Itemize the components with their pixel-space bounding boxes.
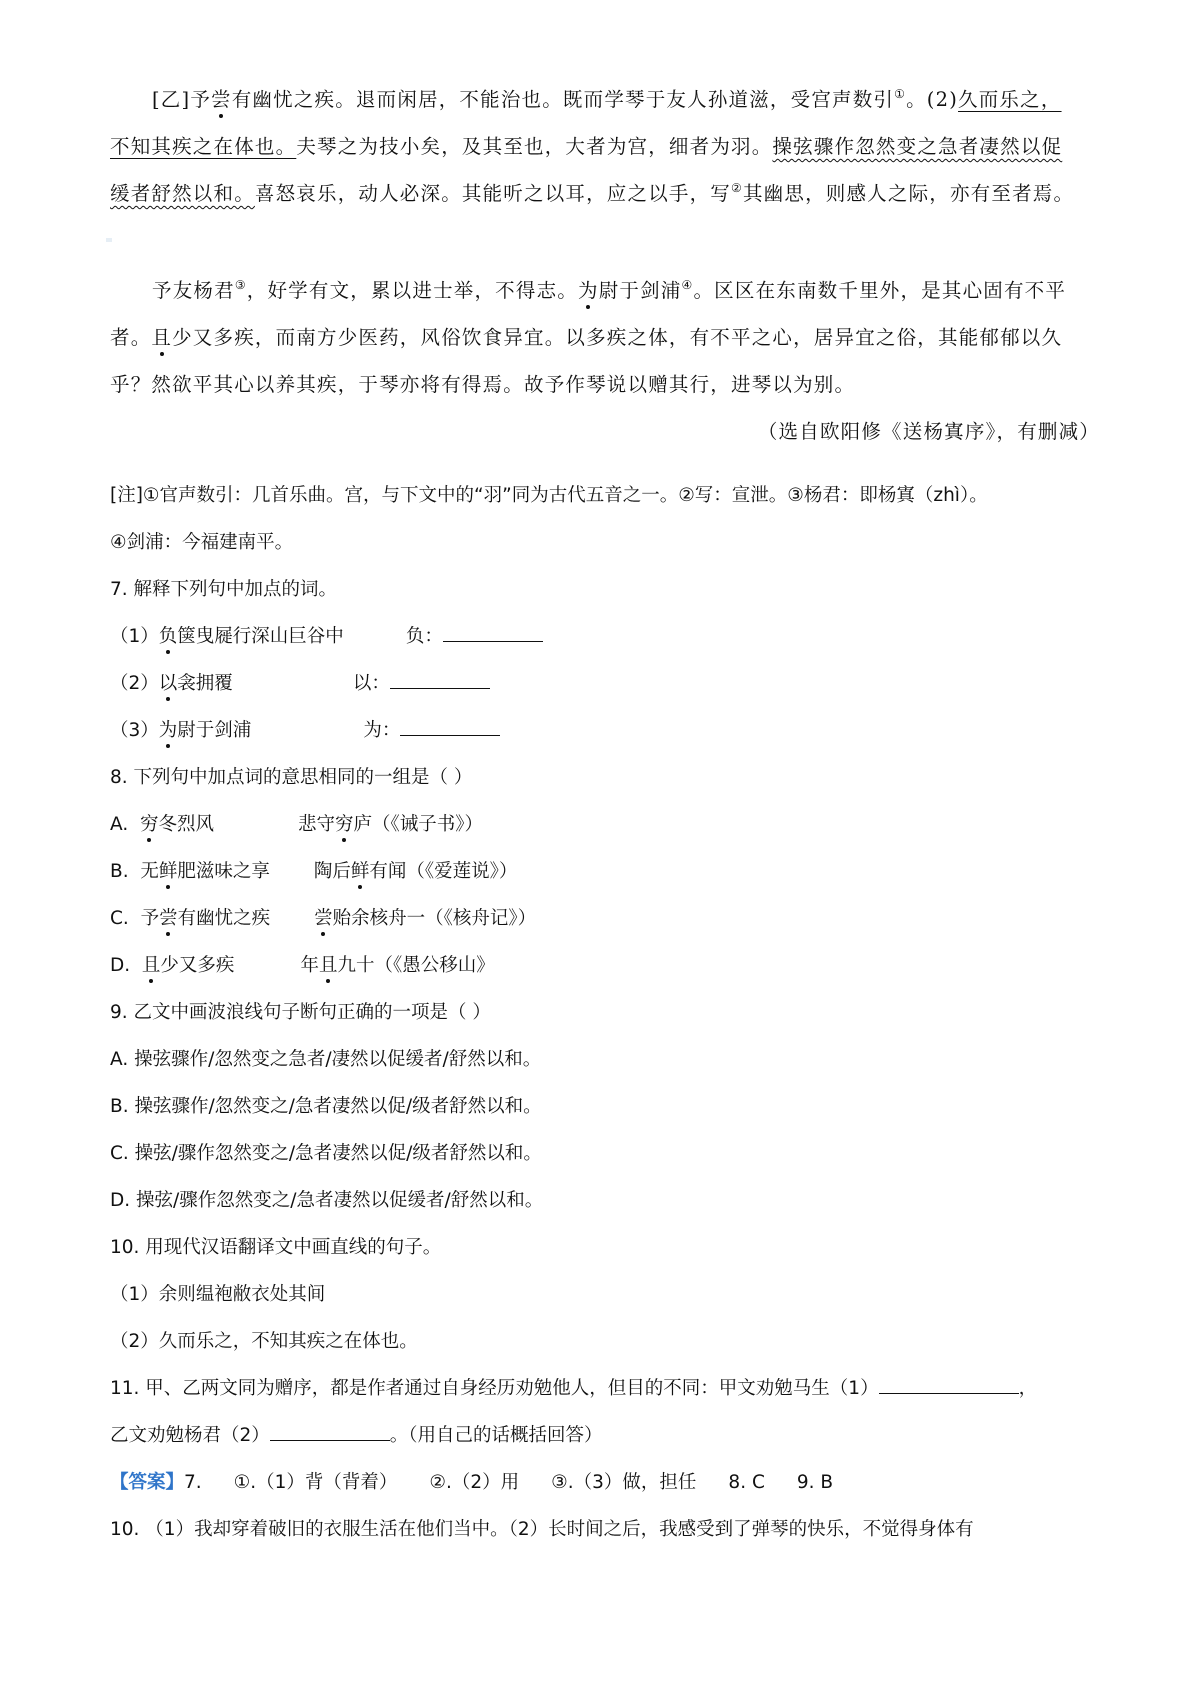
q8-option-a: A. 穷冬烈风 悲守穷庐（《诫子书》） <box>110 814 484 835</box>
wavy-underline-sentence: 缓者舒然以和。 <box>110 182 255 205</box>
passage-yi <box>110 76 1100 217</box>
dotted-word: 尝 <box>314 908 333 929</box>
answer-tag: 【答案】 <box>110 1472 185 1493</box>
q7-item-1: （1）负箧曳屣行深山巨谷中 负： <box>110 613 1100 660</box>
answer-blank[interactable] <box>400 715 500 736</box>
q9-option-d: D. 操弦/骤作忽然变之/急者凄然以促缓者/舒然以和。 <box>110 1190 544 1211</box>
dotted-word: 为 <box>158 720 178 741</box>
q8-stem: 8. 下列句中加点词的意思相同的一组是（ ） <box>110 767 473 788</box>
footnote-mark: ② <box>731 181 743 195</box>
questions-section <box>110 472 1100 1553</box>
q10-item-2: （2）久而乐之，不知其疾之在体也。 <box>110 1331 418 1352</box>
dotted-word: 鲜 <box>158 861 178 882</box>
q10-item-1: （1）余则缊袍敝衣处其间 <box>110 1284 326 1305</box>
dotted-word: 且 <box>141 955 161 976</box>
answer-blank[interactable] <box>270 1420 390 1441</box>
dotted-word: 鲜 <box>350 861 370 882</box>
passage-line-4: 予友杨君③，好学有文，累以进士举，不得志。为尉于剑浦④。区区在东南数千里外，是其心固有不平 <box>152 278 1067 302</box>
q9-option-c: C. 操弦/骤作忽然变之/急者凄然以促/级者舒然以和。 <box>110 1143 542 1164</box>
dotted-word: 负 <box>158 626 178 647</box>
q7-item-2: （2）以衾拥覆 以： <box>110 660 1100 707</box>
q8-option-d: D. 且少又多疾 年且九十（《愚公移山》 <box>110 955 495 976</box>
passage-line-2: 不知其疾之在体也。夫琴之为技小矣，及其至也，大者为宫，细者为羽。操弦骤作忽然变之急者凄然以促 <box>110 135 1063 158</box>
dotted-word: 为 <box>577 279 599 302</box>
dotted-word: 穷 <box>335 814 354 835</box>
dotted-word: 穷 <box>139 814 159 835</box>
notes-line-1: [注]①官声数引：几首乐曲。宫，与下文中的“羽”同为古代五音之一。②写：宣泄。③杨君：即杨寘（zhì）。 <box>110 485 988 506</box>
straight-underline-sentence: 久而乐之， <box>958 88 1062 111</box>
answer-line-1: 【答案】7. ①.（1）背（背着） ②.（2）用 ③.（3）做，担任 8. C 9. B <box>110 1472 834 1493</box>
passage-line-3: 缓者舒然以和。喜怒哀乐，动人必深。其能听之以耳，应之以手，写②其幽思，则感人之际，亦有至者焉。 <box>110 181 1075 205</box>
footnote-mark: ④ <box>681 278 694 292</box>
q9-stem: 9. 乙文中画波浪线句子断句正确的一项是（ ） <box>110 1002 491 1023</box>
q9-option-b: B. 操弦骤作/忽然变之/急者凄然以促/级者舒然以和。 <box>110 1096 542 1117</box>
answer-line-2: 10. （1）我却穿着破旧的衣服生活在他们当中。（2）长时间之后，我感受到了弹琴的快乐，不觉得身体有 <box>110 1519 974 1540</box>
q8-option-b: B. 无鲜肥滋味之享 陶后鲜有闻（《爱莲说》） <box>110 861 518 882</box>
passage-line-6: 乎？然欲平其心以养其疾，于琴亦将有得焉。故予作琴说以赠其行，进琴以为别。 <box>110 373 856 396</box>
answer-blank[interactable] <box>879 1373 1019 1394</box>
passage-line-5: 者。且少又多疾，而南方少医药，风俗饮食异宜。以多疾之体，有不平之心，居异宜之俗，其能郁郁以久 <box>110 326 1063 349</box>
dotted-word: 且 <box>151 326 173 349</box>
dotted-word: 以 <box>158 673 178 694</box>
answer-blank[interactable] <box>443 621 543 642</box>
q8-option-c: C. 予尝有幽忧之疾 尝贻余核舟一（《核舟记》） <box>110 908 537 929</box>
q9-option-a: A. 操弦骤作/忽然变之急者/凄然以促缓者/舒然以和。 <box>110 1049 542 1070</box>
passage-source: （选自欧阳修《送杨寘序》，有删减） <box>757 420 1100 443</box>
q11-line-1: 11. 甲、乙两文同为赠序，都是作者通过自身经历劝勉他人，但目的不同：甲文劝勉马生（1） ， <box>110 1365 1100 1412</box>
q11-line-2: 乙文劝勉杨君（2） 。（用自己的话概括回答） <box>110 1412 1100 1459</box>
wavy-underline-sentence: 操弦骤作忽然变之急者凄然以促 <box>772 135 1063 158</box>
footnote-mark: ③ <box>234 278 247 292</box>
straight-underline-sentence: 不知其疾之在体也。 <box>110 135 297 158</box>
q10-stem: 10. 用现代汉语翻译文中画直线的句子。 <box>110 1237 442 1258</box>
notes-line-2: ④剑浦：今福建南平。 <box>110 532 294 553</box>
passage-line-1: [乙]予尝有幽忧之疾。退而闲居，不能治也。既而学琴于友人孙道滋，受宫声数引①。(2)久而乐之， <box>152 87 1062 111</box>
dotted-word: 尝 <box>211 88 232 111</box>
q7-item-3: （3）为尉于剑浦 为： <box>110 707 1100 754</box>
dotted-word: 且 <box>318 955 338 976</box>
dotted-word: 尝 <box>159 908 178 929</box>
q7-stem: 7. 解释下列句中加点的词。 <box>110 579 338 600</box>
footnote-mark: ① <box>894 87 907 101</box>
scan-artifact <box>106 238 112 242</box>
answer-blank[interactable] <box>390 668 490 689</box>
passage-yi-2 <box>110 267 1100 455</box>
